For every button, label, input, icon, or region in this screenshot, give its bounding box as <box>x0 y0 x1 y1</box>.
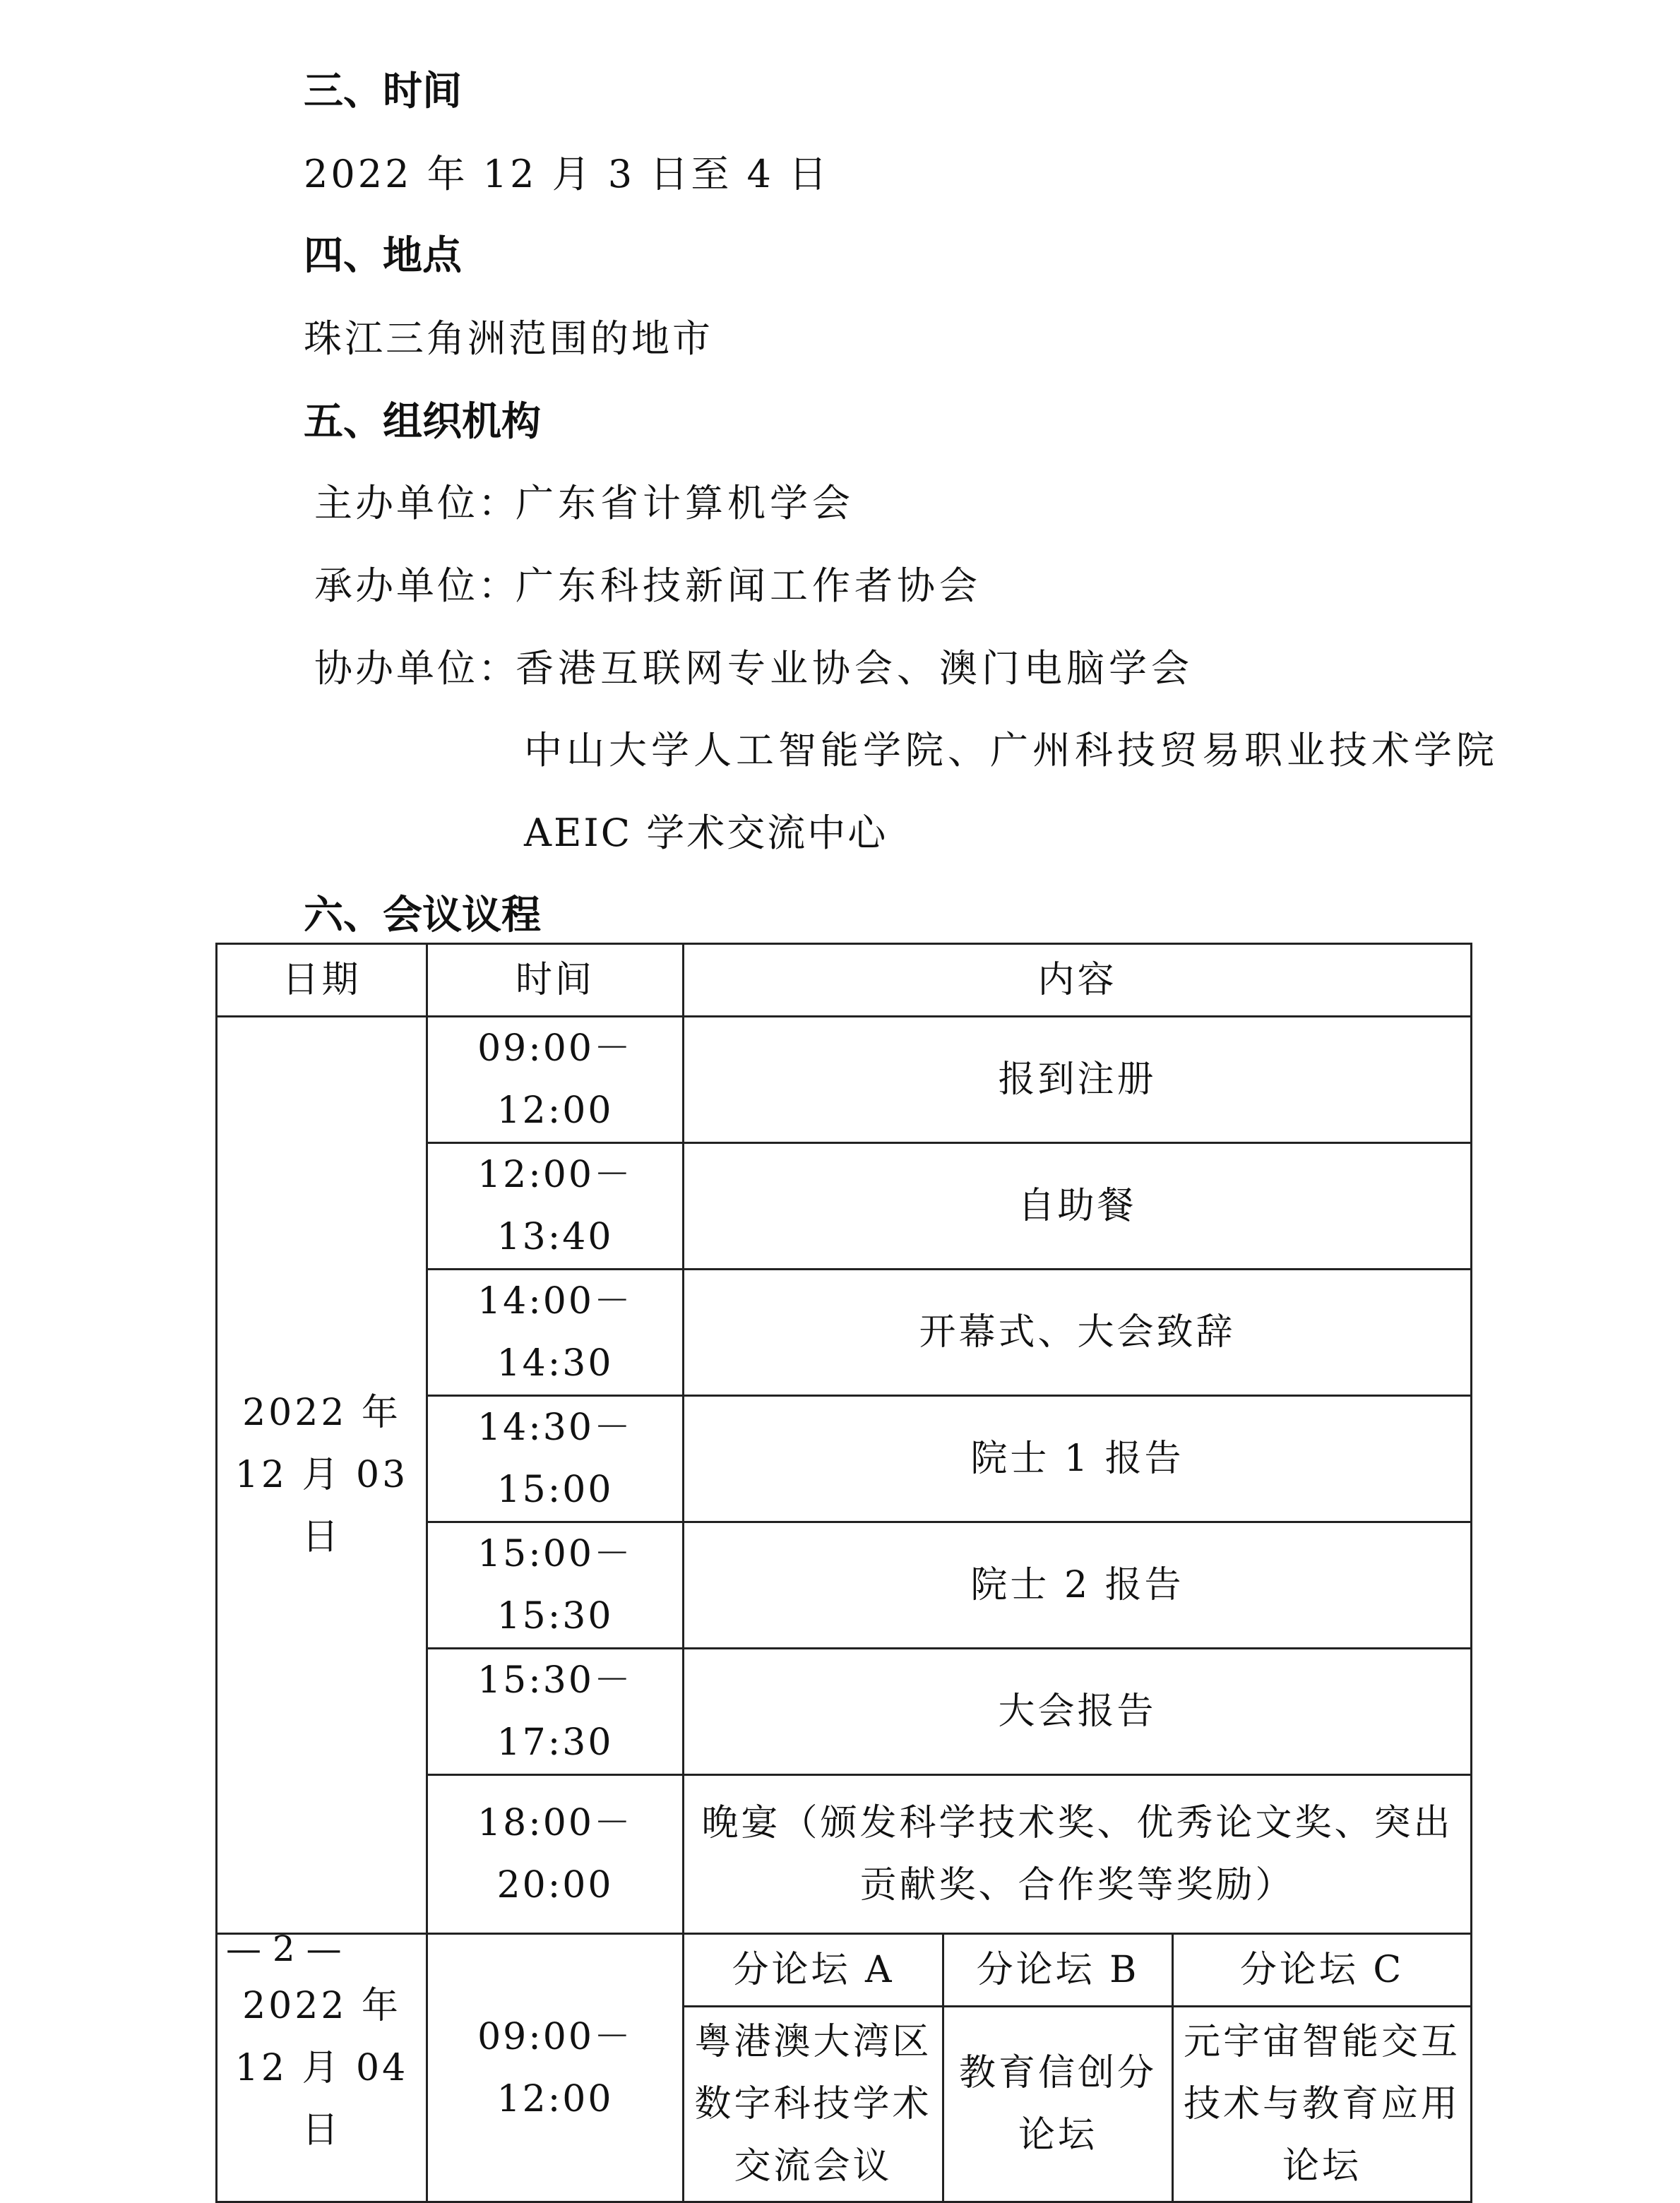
day2-date-cell <box>217 1934 427 2202</box>
time-cell: 12:00－13:40 <box>427 1143 684 1270</box>
organizer-value: 广东科技新闻工作者协会 <box>516 563 982 608</box>
time-cell: 14:30－15:00 <box>427 1396 684 1522</box>
time-cell: 09:00－12:00 <box>427 1017 684 1143</box>
section-heading-place: 四、地点 <box>304 233 462 279</box>
content-cell: 院士 1 报告 <box>684 1396 1472 1522</box>
co-organizer-value-1: 香港互联网专业协会、澳门电脑学会 <box>516 646 1193 691</box>
table-row <box>217 1017 1472 1143</box>
forum-b-topic: 教育信创分论坛 <box>943 2007 1173 2202</box>
time-cell: 14:00－14:30 <box>427 1270 684 1396</box>
forum-c-topic: 元宇宙智能交互技术与教育应用论坛 <box>1173 2007 1472 2202</box>
content-cell: 开幕式、大会致辞 <box>684 1270 1472 1396</box>
time-text: 2022 年 12 月 3 日至 4 日 <box>304 152 830 196</box>
forum-b-name: 分论坛 B <box>943 1934 1173 2007</box>
place-text: 珠江三角洲范围的地市 <box>304 316 713 361</box>
host-value: 广东省计算机学会 <box>516 481 854 525</box>
day1-date-cell <box>217 1017 427 1934</box>
page-number: — 2 — <box>226 1928 342 1969</box>
agenda-table <box>215 943 1472 2203</box>
content-cell: 大会报告 <box>684 1649 1472 1775</box>
day1-date-year: 2022 年 <box>242 1392 401 1434</box>
section-heading-organization: 五、组织机构 <box>304 399 541 445</box>
forum-a-topic: 粤港澳大湾区数字科技学术交流会议 <box>684 2007 943 2202</box>
table-row <box>217 1934 1472 2007</box>
content-cell: 院士 2 报告 <box>684 1522 1472 1649</box>
day2-time-cell: 09:00－12:00 <box>427 1934 684 2202</box>
content-cell: 报到注册 <box>684 1017 1472 1143</box>
organizer-label: 承办单位： <box>314 563 519 608</box>
content-cell-banquet: 晚宴（颁发科学技术奖、优秀论文奖、突出贡献奖、合作奖等奖励） <box>684 1775 1472 1934</box>
day2-date-monthday: 12 月 04 日 <box>234 2046 409 2151</box>
section-heading-time: 三、时间 <box>304 68 462 114</box>
day1-date-monthday: 12 月 03 日 <box>234 1454 409 1558</box>
day2-date-year: 2022 年 <box>242 1984 401 2027</box>
host-label: 主办单位： <box>314 481 519 525</box>
time-cell: 15:30－17:30 <box>427 1649 684 1775</box>
forum-c-name: 分论坛 C <box>1173 1934 1472 2007</box>
table-header-row <box>217 944 1472 1017</box>
time-cell: 15:00－15:30 <box>427 1522 684 1649</box>
header-date: 日期 <box>217 944 427 1017</box>
time-cell: 18:00－20:00 <box>427 1775 684 1934</box>
header-time: 时间 <box>427 944 684 1017</box>
co-organizer-label: 协办单位： <box>314 646 519 691</box>
header-content: 内容 <box>684 944 1472 1017</box>
co-organizer-value-3: AEIC 学术交流中心 <box>524 811 888 855</box>
forum-a-name: 分论坛 A <box>684 1934 943 2007</box>
co-organizer-value-2: 中山大学人工智能学院、广州科技贸易职业技术学院 <box>524 728 1499 772</box>
content-cell: 自助餐 <box>684 1143 1472 1270</box>
section-heading-agenda: 六、会议议程 <box>304 892 541 938</box>
